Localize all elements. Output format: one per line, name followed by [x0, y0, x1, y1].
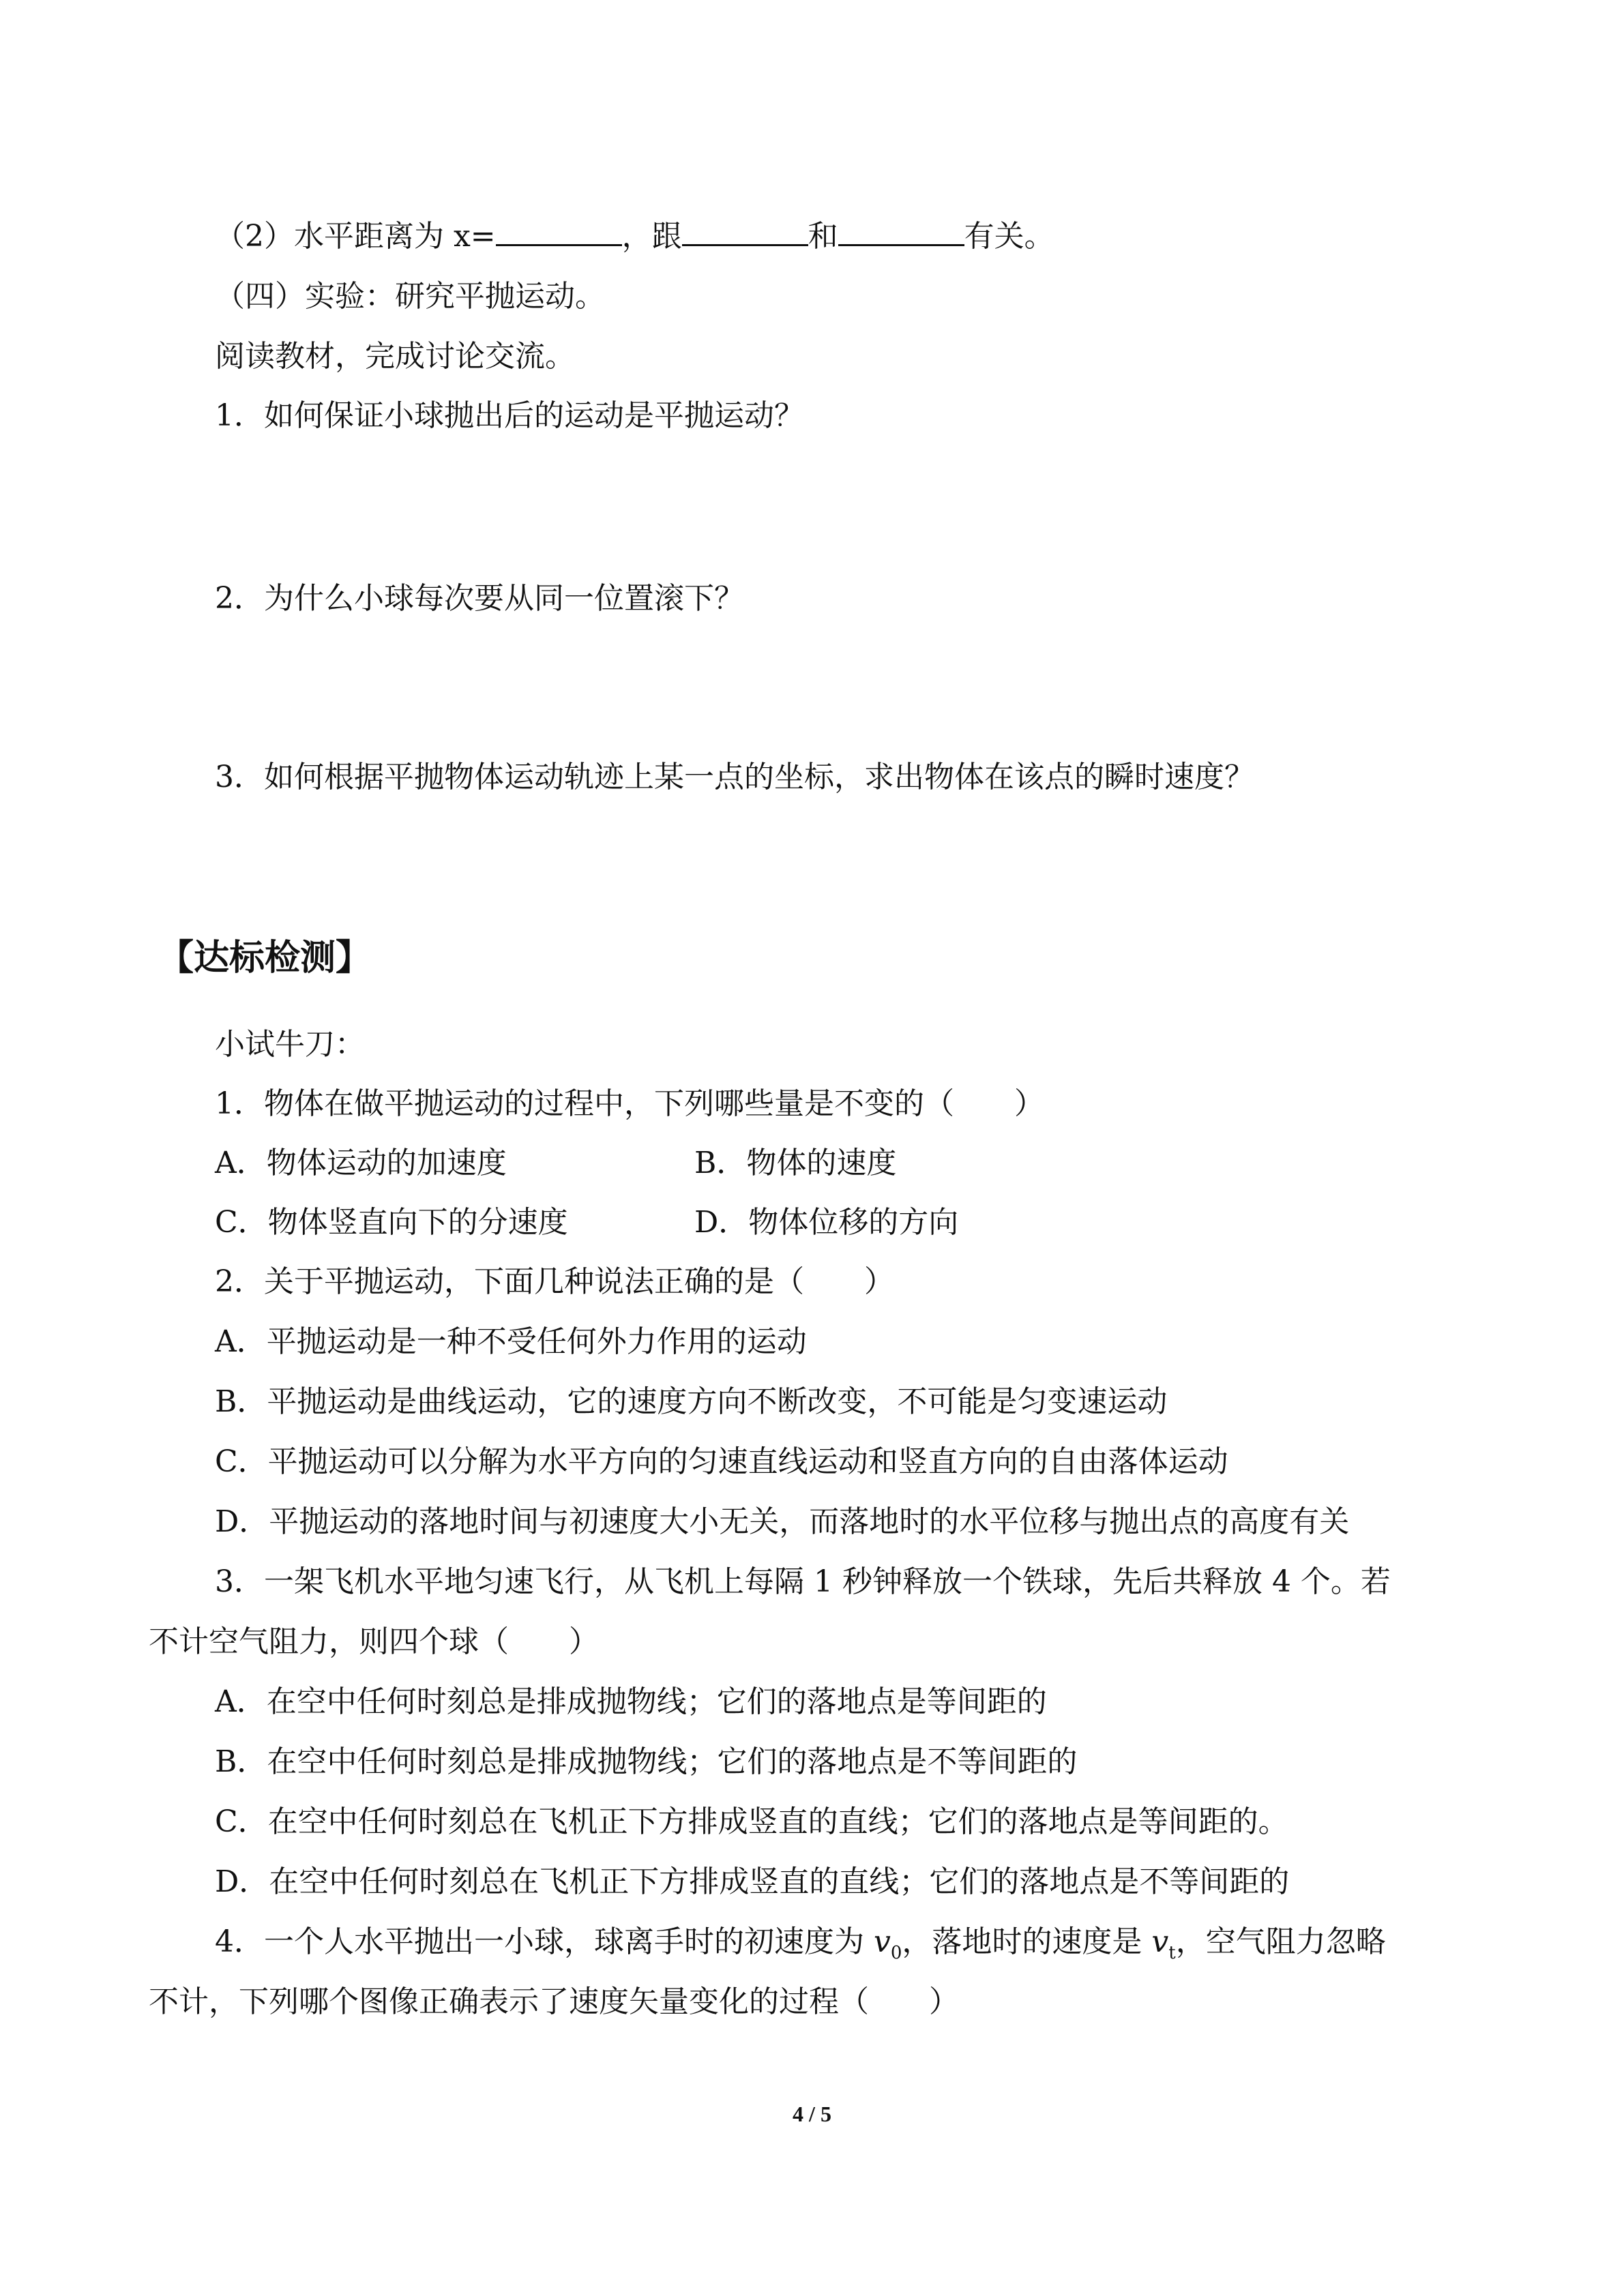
line-prefix: （2）水平距离为 x=	[215, 219, 496, 254]
page-number: 4 / 5	[793, 2102, 831, 2126]
q4-vt-symbol: v	[1151, 1924, 1169, 1959]
test-q3-stem-line2: 不计空气阻力，则四个球（ ）	[149, 1624, 599, 1659]
test-q1-option-d: D．物体位移的方向	[694, 1205, 959, 1240]
q4-part3: ，空气阻力忽略	[1175, 1924, 1386, 1959]
test-q1-option-b: B．物体的速度	[694, 1146, 897, 1180]
line-mid1: ，跟	[621, 219, 682, 254]
discussion-question-1: 1．如何保证小球抛出后的运动是平抛运动？	[215, 398, 804, 433]
test-q3-option-a: A．在空中任何时刻总是排成抛物线；它们的落地点是等间距的	[215, 1684, 1047, 1719]
test-q2-option-d: D．平抛运动的落地时间与初速度大小无关，而落地时的水平位移与抛出点的高度有关	[215, 1504, 1350, 1539]
test-q2-stem: 2．关于平抛运动，下面几种说法正确的是（ ）	[215, 1264, 894, 1299]
test-q4-stem-line1	[215, 1922, 1386, 1973]
section-heading: 【达标检测】	[158, 938, 372, 979]
reading-instruction: 阅读教材，完成讨论交流。	[215, 339, 575, 374]
test-q2-option-b: B．平抛运动是曲线运动，它的速度方向不断改变，不可能是匀变速运动	[215, 1384, 1168, 1419]
q4-part1: 4．一个人水平抛出一小球，球离手时的初速度为	[215, 1924, 874, 1959]
test-q2-option-a: A．平抛运动是一种不受任何外力作用的运动	[215, 1324, 807, 1359]
test-q2-option-c: C．平抛运动可以分解为水平方向的匀速直线运动和竖直方向的自由落体运动	[215, 1444, 1228, 1479]
test-q3-option-b: B．在空中任何时刻总是排成抛物线；它们的落地点是不等间距的	[215, 1744, 1078, 1779]
line-suffix: 有关。	[964, 219, 1054, 254]
q4-v0-subscript: 0	[890, 1942, 902, 1963]
q4-vt-subscript: t	[1168, 1942, 1176, 1963]
test-q3-option-c: C．在空中任何时刻总在飞机正下方排成竖直的直线；它们的落地点是等间距的。	[215, 1804, 1288, 1839]
horizontal-distance-line	[215, 216, 1054, 257]
discussion-question-2: 2．为什么小球每次要从同一位置滚下？	[215, 581, 744, 616]
q4-part2: ，落地时的速度是	[902, 1924, 1152, 1959]
test-q1-options-row1	[215, 1143, 897, 1184]
blank-factor-2[interactable]	[838, 217, 964, 246]
experiment-title: （四）实验：研究平抛运动。	[215, 279, 605, 314]
test-intro: 小试牛刀：	[215, 1027, 365, 1062]
q4-v0-symbol: v	[873, 1924, 891, 1959]
line-mid2: 和	[808, 219, 838, 254]
test-q1-option-c: C．物体竖直向下的分速度	[215, 1205, 568, 1240]
blank-factor-1[interactable]	[682, 217, 808, 246]
blank-formula[interactable]	[496, 217, 622, 246]
discussion-question-3: 3．如何根据平抛物体运动轨迹上某一点的坐标，求出物体在该点的瞬时速度？	[215, 760, 1254, 794]
test-q1-options-row2	[215, 1202, 959, 1243]
test-q1-stem: 1．物体在做平抛运动的过程中，下列哪些量是不变的（ ）	[215, 1086, 1044, 1121]
test-q3-stem-line1: 3．一架飞机水平地匀速飞行，从飞机上每隔 1 秒钟释放一个铁球，先后共释放 4 个。若	[215, 1564, 1391, 1599]
test-q3-option-d: D．在空中任何时刻总在飞机正下方排成竖直的直线；它们的落地点是不等间距的	[215, 1864, 1290, 1899]
test-q4-stem-line2: 不计，下列哪个图像正确表示了速度矢量变化的过程（ ）	[149, 1984, 959, 2019]
test-q1-option-a: A．物体运动的加速度	[215, 1146, 507, 1180]
